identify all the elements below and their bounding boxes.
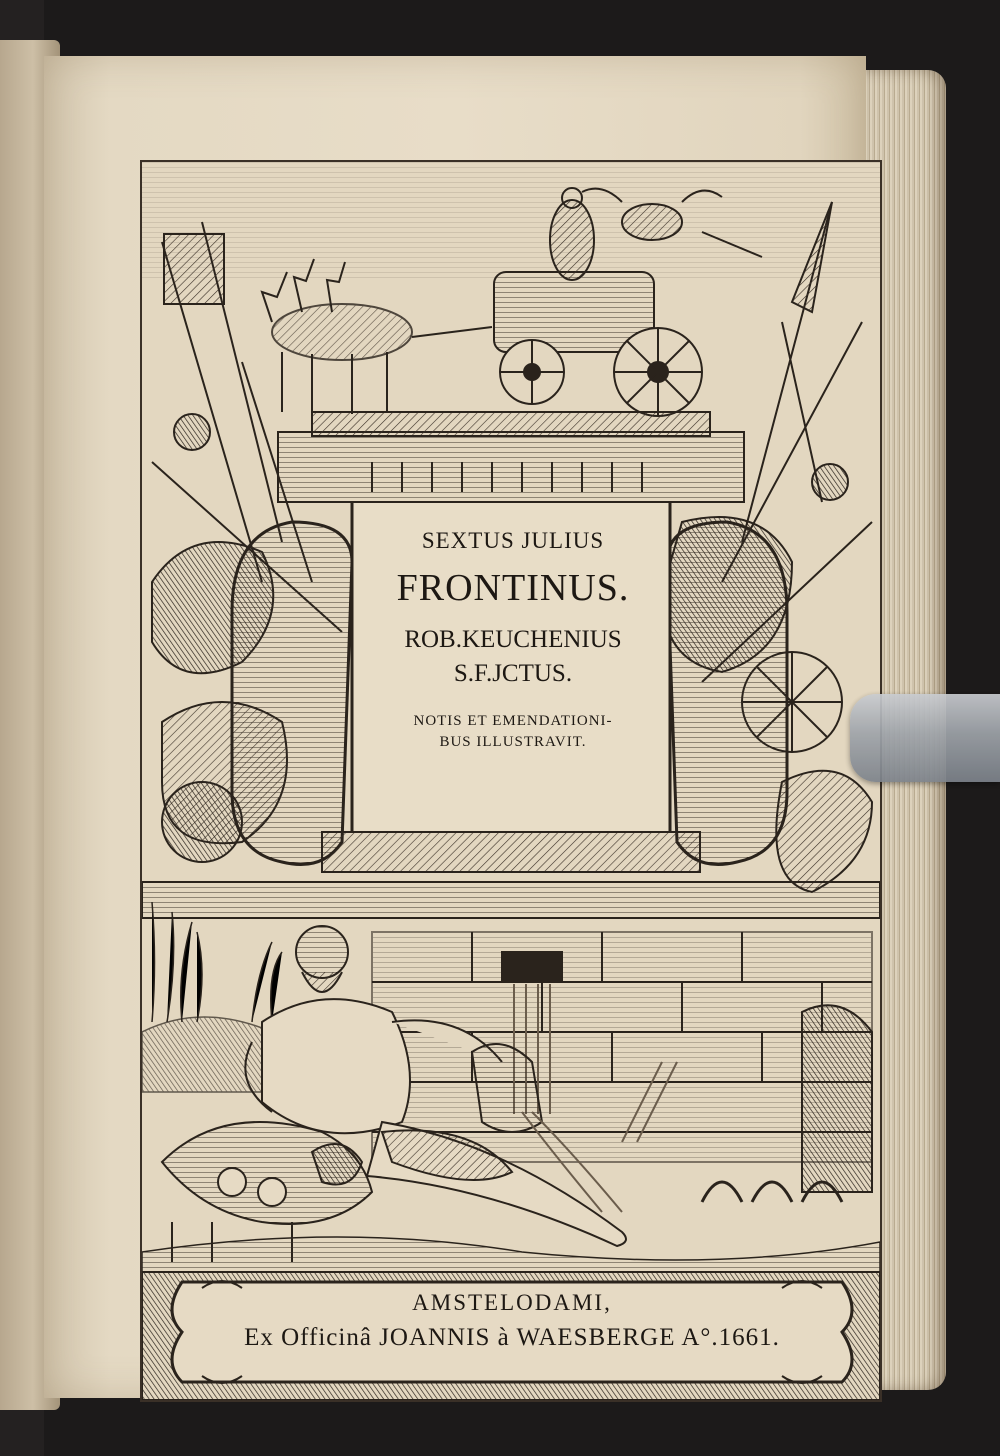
editor-name-line-2: S.F.JCTUS. — [453, 660, 573, 687]
edition-note-line-1: NOTIS ET EMENDATIONI- — [413, 713, 613, 729]
page-clip-holder — [850, 694, 1000, 782]
imprint-text — [182, 1290, 842, 1352]
imprint-city: AMSTELODAMI, — [412, 1290, 612, 1315]
author-name-line-1: SEXTUS JULIUS — [421, 528, 605, 553]
title-inscription — [368, 522, 658, 752]
sky-hatching — [142, 162, 880, 282]
riverbank-ground — [142, 1237, 880, 1272]
engraving-illustration — [142, 162, 880, 1400]
edition-note-line-2: BUS ILLUSTRAVIT. — [439, 734, 587, 750]
stone-ledge — [142, 882, 880, 918]
engraved-frontispiece — [140, 160, 882, 1402]
author-name-line-2: FRONTINUS. — [396, 567, 630, 609]
title-page — [44, 56, 866, 1398]
editor-name-line-1: ROB.KEUCHENIUS — [404, 626, 622, 653]
imprint-publisher: Ex Officinâ JOANNIS à WAESBERGE A°.1661. — [244, 1324, 780, 1351]
